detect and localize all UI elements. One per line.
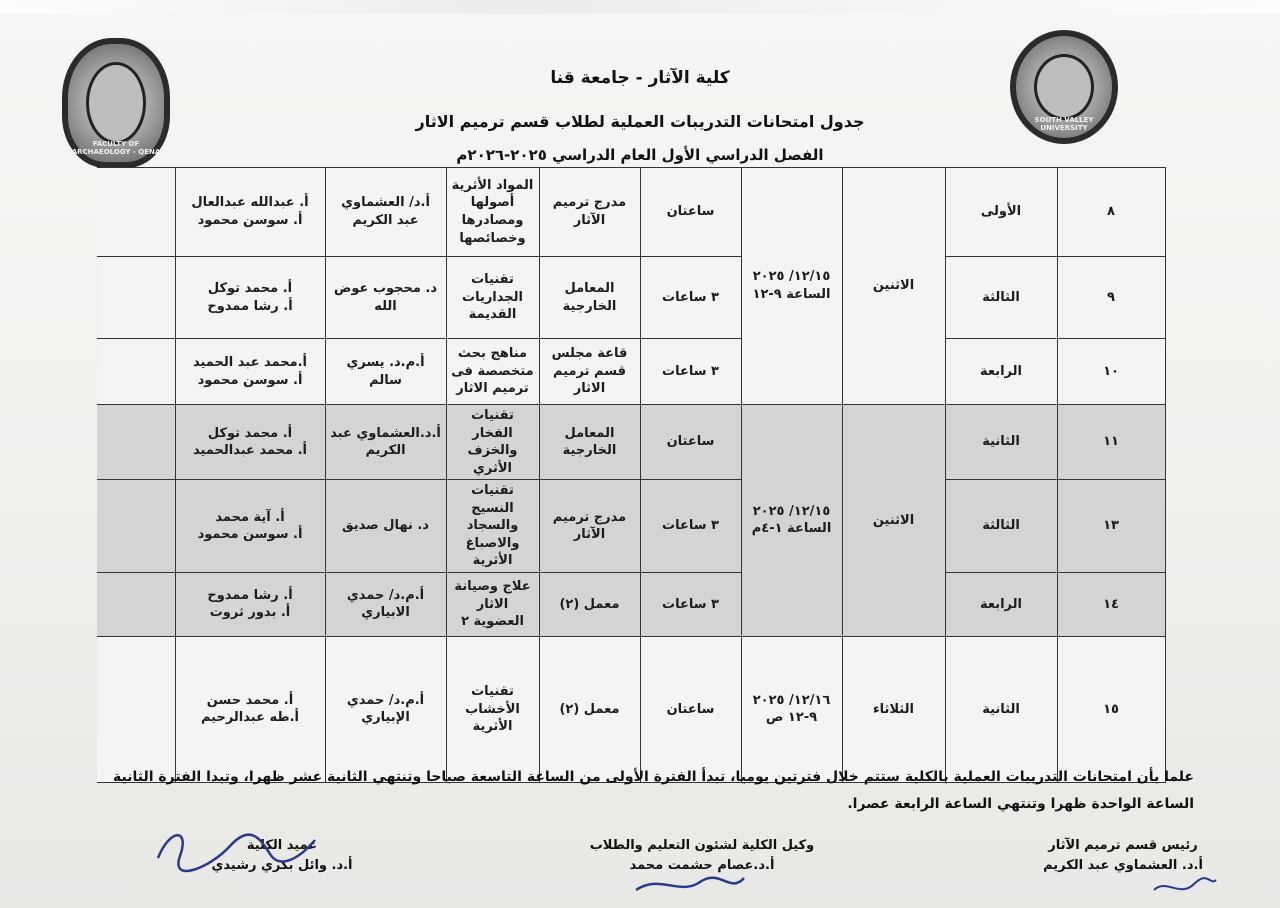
- table-row: [97, 168, 1165, 257]
- signatory-title: رئيس قسم ترميم الآثار: [1048, 838, 1198, 853]
- professor-cell: أ.د/ العشماوي عبد الكريم: [325, 168, 446, 257]
- hall-cell: المعامل الخارجية: [539, 405, 640, 480]
- observers-cell: أ. محمد توكل أ. محمد عبدالحميد: [175, 405, 325, 480]
- subject-cell: مناهج بحث متخصصة فى ترميم الاثار: [446, 339, 539, 405]
- seal-text: SOUTH VALLEY UNIVERSITY: [1034, 116, 1094, 132]
- row-number: ٨: [1057, 168, 1165, 257]
- duration-cell: ٣ ساعات: [640, 480, 741, 573]
- hall-cell: المعامل الخارجية: [539, 257, 640, 339]
- professor-cell: أ.م.د. يسري سالم: [325, 339, 446, 405]
- department-head-signature: [1028, 836, 1218, 875]
- signatory-title: عميد الكلية: [246, 838, 318, 853]
- duration-cell: ساعتان: [640, 636, 741, 782]
- handwritten-signature-icon: [1150, 872, 1220, 902]
- row-number: ٩: [1057, 257, 1165, 339]
- note-line: الساعة الواحدة ظهرا وتنتهي الساعة الرابعة عصرا.: [847, 795, 1194, 812]
- seal-text: FACULTY OF ARCHAEOLOGY - QENA: [71, 140, 161, 156]
- day-cell: الاثنين: [842, 168, 945, 405]
- date-cell: ١٢/١٥/ ٢٠٢٥ الساعة ١-٤م: [741, 405, 842, 637]
- observers-cell: أ. رشا ممدوح أ. بدور ثروت: [175, 572, 325, 636]
- duration-cell: ٣ ساعات: [640, 339, 741, 405]
- level-cell: الرابعة: [945, 572, 1057, 636]
- duration-cell: ٣ ساعات: [640, 572, 741, 636]
- subject-cell: تقنيات النسيج والسجاد والاصباغ الأثرية: [446, 480, 539, 573]
- level-cell: الثالثة: [945, 257, 1057, 339]
- level-cell: الرابعة: [945, 339, 1057, 405]
- level-cell: الأولى: [945, 168, 1057, 257]
- subject-cell: تقنيات الفخار والخزف الأثري: [446, 405, 539, 480]
- seal-emblem: [86, 62, 146, 144]
- table-row: [97, 636, 1165, 782]
- day-cell: الاثنين: [842, 405, 945, 637]
- hall-cell: معمل (٢): [539, 572, 640, 636]
- observers-cell: أ. آية محمد أ. سوسن محمود: [175, 480, 325, 573]
- handwritten-signature-icon: [630, 866, 750, 906]
- faculty-title: كلية الآثار - جامعة قنا: [550, 68, 730, 88]
- table-row: [97, 572, 1165, 636]
- table-row: [97, 257, 1165, 339]
- level-cell: الثالثة: [945, 480, 1057, 573]
- handwritten-signature-icon: [150, 818, 320, 878]
- duration-cell: ساعتان: [640, 405, 741, 480]
- professor-cell: أ.م.د/ حمدي الإبياري: [325, 636, 446, 782]
- duration-cell: ساعتان: [640, 168, 741, 257]
- university-seal-logo: [1010, 30, 1118, 144]
- observers-cell: أ. عبدالله عبدالعال أ. سوسن محمود: [175, 168, 325, 257]
- signatory-title: وكيل الكلية لشئون التعليم والطلاب: [589, 838, 815, 853]
- seal-emblem: [1034, 54, 1094, 120]
- exam-schedule-table: [97, 167, 1165, 783]
- signatory-name: أ.د.عصام حشمت محمد: [629, 857, 775, 873]
- row-number: ١٤: [1057, 572, 1165, 636]
- schedule-title: جدول امتحانات التدريبات العملية لطلاب قسم ترميم الاثار: [415, 112, 865, 131]
- row-number: ١٥: [1057, 636, 1165, 782]
- duration-cell: ٣ ساعات: [640, 257, 741, 339]
- subject-cell: علاج وصيانة الاثار العضوية ٢: [446, 572, 539, 636]
- professor-cell: أ.د.العشماوي عبد الكريم: [325, 405, 446, 480]
- row-number: ١٣: [1057, 480, 1165, 573]
- term-title: الفصل الدراسي الأول العام الدراسي ٢٠٢٥-٢٠٢٦م: [456, 146, 824, 164]
- subject-cell: تقنيات الأخشاب الأثرية: [446, 636, 539, 782]
- note-line: علما بأن امتحانات التدريبات العملية بالكلية ستتم خلال فترتين يوميا، تبدأ الفترة الأولى من الساعة التاسعة صباحا وتنتهي الثانية عشر ظهرا، وتبدا الفترة الثانية: [113, 769, 1194, 785]
- day-cell: الثلاثاء: [842, 636, 945, 782]
- professor-cell: أ.م.د/ حمدي الابياري: [325, 572, 446, 636]
- professor-cell: د. محجوب عوض الله: [325, 257, 446, 339]
- row-number: ١٠: [1057, 339, 1165, 405]
- observers-cell: أ. محمد حسن أ.طه عبدالرحيم: [175, 636, 325, 782]
- signatory-name: أ.د. العشماوي عبد الكريم: [1043, 857, 1203, 873]
- level-cell: الثانية: [945, 405, 1057, 480]
- table-row: [97, 339, 1165, 405]
- hall-cell: معمل (٢): [539, 636, 640, 782]
- faculty-seal-logo: [62, 38, 170, 168]
- table-row: [97, 405, 1165, 480]
- observers-cell: أ.محمد عبد الحميد أ. سوسن محمود: [175, 339, 325, 405]
- hall-cell: قاعة مجلس قسم ترميم الاثار: [539, 339, 640, 405]
- level-cell: الثانية: [945, 636, 1057, 782]
- table-row: [97, 480, 1165, 573]
- observers-cell: أ. محمد توكل أ. رشا ممدوح: [175, 257, 325, 339]
- row-number: ١١: [1057, 405, 1165, 480]
- professor-cell: د. نهال صديق: [325, 480, 446, 573]
- date-cell: ١٢/١٦/ ٢٠٢٥ ٩-١٢ ص: [741, 636, 842, 782]
- signatory-name: أ.د. وائل بكري رشيدي: [211, 857, 353, 873]
- subject-cell: تقنيات الجداريات القديمة: [446, 257, 539, 339]
- date-cell: ١٢/١٥/ ٢٠٢٥ الساعة ٩-١٢: [741, 168, 842, 405]
- hall-cell: مدرج ترميم الآثار: [539, 168, 640, 257]
- subject-cell: المواد الأثرية أصولها ومصادرها وخصائصها: [446, 168, 539, 257]
- hall-cell: مدرج ترميم الآثار: [539, 480, 640, 573]
- exam-periods-note: [96, 764, 1194, 817]
